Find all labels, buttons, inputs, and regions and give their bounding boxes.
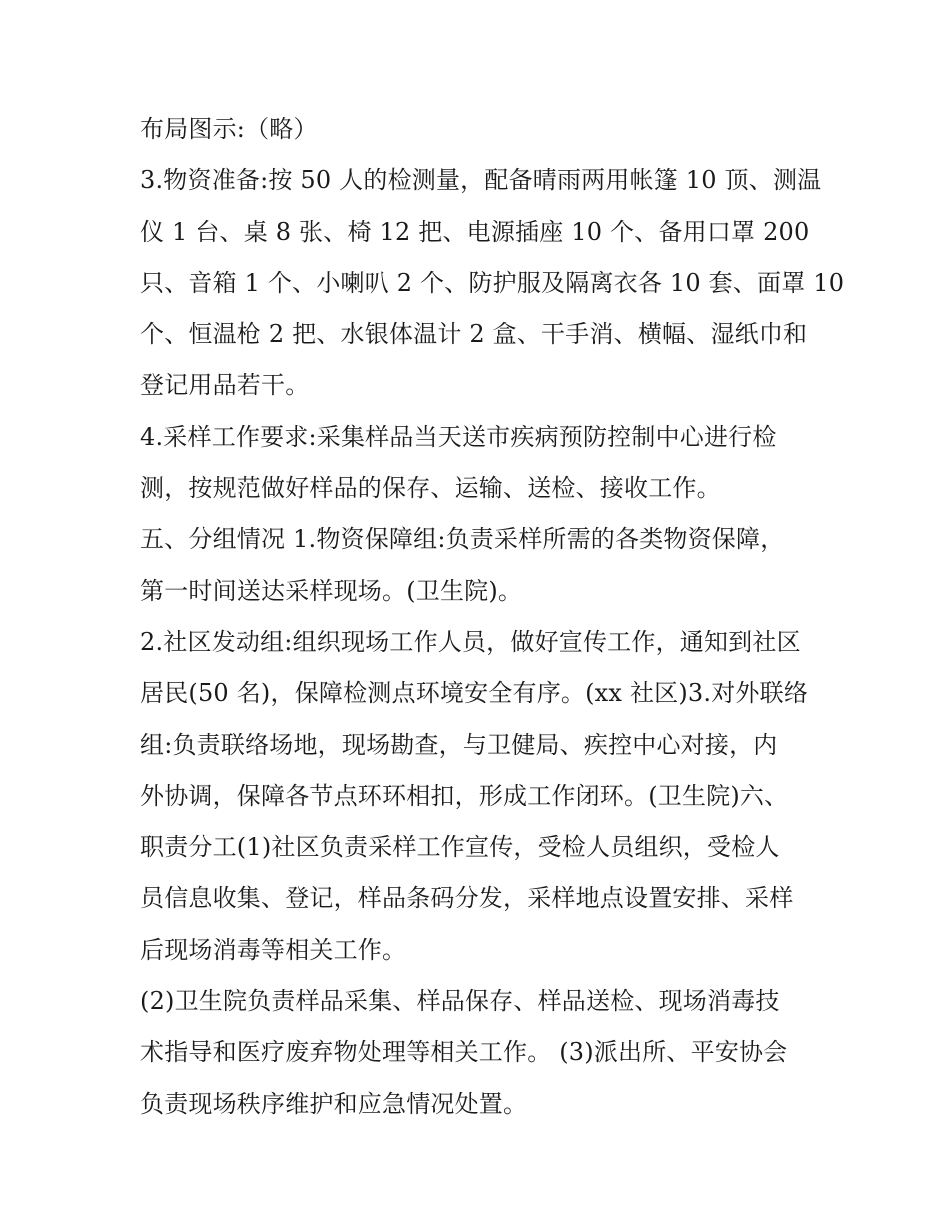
text-line: 员信息收集、登记，样品条码分发，采样地点设置安排、采样 [140,884,794,913]
text-line: 术指导和医疗废弃物处理等相关工作。 (3)派出所、平安协会 [140,1038,788,1067]
text-line: 2.社区发动组:组织现场工作人员，做好宣传工作，通知到社区 [140,627,801,656]
text-line: 只、音箱 1 个、小喇叭 2 个、防护服及隔离衣各 10 套、面罩 10 [140,268,845,297]
text-line: 4.采样工作要求:采集样品当天送市疾病预防控制中心进行检 [140,422,777,451]
text-line: 五、分组情况 1.物资保障组:负责采样所需的各类物资保障， [140,525,785,554]
text-line: 负责现场秩序维护和应急情况处置。 [140,1089,528,1118]
document-body [140,104,845,1130]
text-line: 第一时间送达采样现场。(卫生院)。 [140,576,523,605]
text-line: 个、恒温枪 2 把、水银体温计 2 盒、干手消、横幅、湿纸巾和 [140,320,808,349]
text-line: 3.物资准备:按 50 人的检测量，配备晴雨两用帐篷 10 顶、测温 [140,166,822,195]
text-line: 布局图示:（略） [140,115,318,143]
text-line: 居民(50 名)，保障检测点环境安全有序。(xx 社区)3.对外联络 [140,679,809,708]
text-line: 职责分工(1)社区负责采样工作宣传，受检人员组织，受检人 [140,833,780,862]
text-line: (2)卫生院负责样品采集、样品保存、样品送检、现场消毒技 [140,987,780,1016]
text-line: 外协调，保障各节点环环相扣，形成工作闭环。(卫生院)六、 [140,781,789,810]
text-line: 登记用品若干。 [140,371,310,400]
text-line: 后现场消毒等相关工作。 [140,935,407,964]
text-line: 测，按规范做好样品的保存、运输、送检、接收工作。 [140,474,721,503]
text-line: 组:负责联络场地，现场勘查，与卫健局、疾控中心对接，内 [140,730,778,759]
text-line: 仪 1 台、桌 8 张、椅 12 把、电源插座 10 个、备用口罩 200 [140,217,810,246]
